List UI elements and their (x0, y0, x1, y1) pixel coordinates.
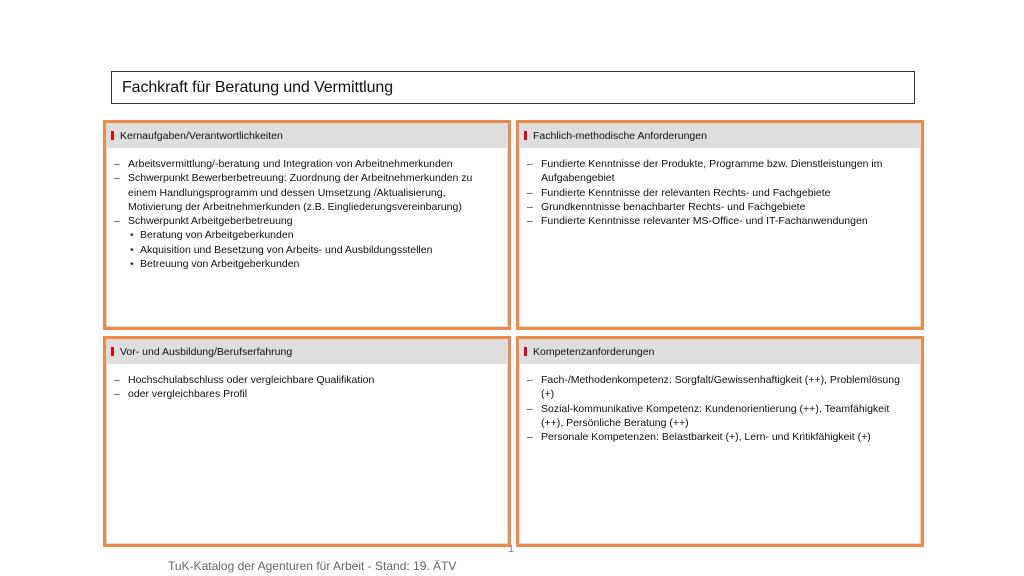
panel-header-ausbildung (106, 339, 508, 364)
list-item-text: Grundkenntnisse benachbarter Rechts- und Fachgebiete (541, 200, 806, 213)
dash-icon: – (114, 215, 120, 228)
list-item (527, 430, 913, 444)
red-marker-icon (111, 347, 114, 356)
panel-fachlich (516, 120, 924, 330)
panel-title-ausbildung: Vor- und Ausbildung/Berufserfahrung (120, 345, 293, 358)
panel-body-kompetenz (519, 364, 921, 444)
bullet-dot-icon: • (130, 229, 134, 242)
list-item-text: Fundierte Kenntnisse relevanter MS-Office- und IT-Fachanwendungen (541, 215, 868, 228)
dash-icon: – (527, 215, 533, 228)
page-number: 1 (508, 543, 515, 555)
list-item-text: Betreuung von Arbeitgeberkunden (140, 258, 300, 271)
panel-kernaufgaben (103, 120, 511, 330)
list-item (527, 200, 913, 214)
panel-header-kompetenz (519, 339, 921, 364)
list-item-text: Arbeitsvermittlung/-beratung und Integration von Arbeitnehmerkunden (128, 158, 453, 170)
panel-title-fachlich: Fachlich-methodische Anforderungen (533, 129, 707, 142)
list-item (527, 402, 913, 431)
list-item-text: Sozial-kommunikative Kompetenz: Kundenorientierung (++), Teamfähigkeit (++), Persönliche Beratung (++) (541, 402, 890, 429)
red-marker-icon (111, 131, 114, 140)
list-item-text: Fundierte Kenntnisse der relevanten Rechts- und Fachgebiete (541, 186, 831, 199)
list-item-text: Schwerpunkt Arbeitgeberbetreuung (128, 215, 293, 228)
list-item-text: Fundierte Kenntnisse der Produkte, Programme bzw. Dienstleistungen im Aufgabengebiet (541, 158, 883, 185)
list-item-text: Beratung von Arbeitgeberkunden (140, 229, 294, 242)
bullet-dot-icon: • (130, 258, 134, 271)
panel-body-fachlich (519, 148, 921, 228)
panel-title-kernaufgaben: Kernaufgaben/Verantwortlichkeiten (120, 129, 283, 142)
list-item-text: Hochschulabschluss oder vergleichbare Qualifikation (128, 374, 375, 386)
page-title-box (111, 71, 915, 104)
panel-header-kernaufgaben (106, 123, 508, 148)
list-item (114, 171, 500, 214)
list-item (527, 157, 913, 186)
dash-icon: – (527, 402, 533, 415)
panel-kompetenz (516, 336, 924, 547)
dash-icon: – (527, 158, 533, 170)
page-title: Fachkraft für Beratung und Vermittlung (122, 78, 394, 96)
list-item (114, 387, 500, 401)
red-marker-icon (524, 131, 527, 140)
list-item-text: Schwerpunkt Bewerberbetreuung: Zuordnung der Arbeitnehmerkunden zu einem Handlungsprogramm und dessen Umsetzung /Aktualisierung, Motivierung der Arbeitnehmerkunden (z.B. Eingliederungsvereinbarung) (128, 172, 473, 213)
dash-icon: – (527, 374, 533, 386)
dash-icon: – (114, 374, 120, 386)
panel-title-kompetenz: Kompetenzanforderungen (533, 345, 655, 358)
list-item (114, 214, 500, 228)
list-item (114, 373, 500, 387)
panel-body-ausbildung (106, 364, 508, 402)
dash-icon: – (114, 388, 120, 401)
list-item (527, 373, 913, 402)
panel-header-fachlich (519, 123, 921, 148)
footer-text: TuK-Katalog der Agenturen für Arbeit - Stand: 19. ÄTV (168, 559, 457, 573)
red-marker-icon (524, 347, 527, 356)
bullet-subitem (114, 243, 500, 257)
panel-body-kernaufgaben (106, 148, 508, 271)
dash-icon: – (527, 200, 533, 213)
dash-icon: – (114, 172, 120, 185)
list-item (527, 186, 913, 200)
list-item-text: oder vergleichbares Profil (128, 388, 248, 401)
dash-icon: – (527, 431, 533, 444)
panel-ausbildung (103, 336, 511, 547)
list-item-text: Personale Kompetenzen: Belastbarkeit (+), Lern- und Kritikfähigkeit (+) (541, 431, 871, 444)
bullet-dot-icon: • (130, 243, 134, 256)
bullet-subitem (114, 257, 500, 271)
list-item (527, 214, 913, 228)
bullet-subitem (114, 228, 500, 242)
list-item (114, 157, 500, 171)
list-item-text: Fach-/Methodenkompetenz: Sorgfalt/Gewissenhaftigkeit (++), Problemlösung (+) (541, 374, 900, 401)
list-item-text: Akquisition und Besetzung von Arbeits- und Ausbildungsstellen (140, 243, 433, 256)
dash-icon: – (114, 158, 120, 170)
dash-icon: – (527, 186, 533, 199)
